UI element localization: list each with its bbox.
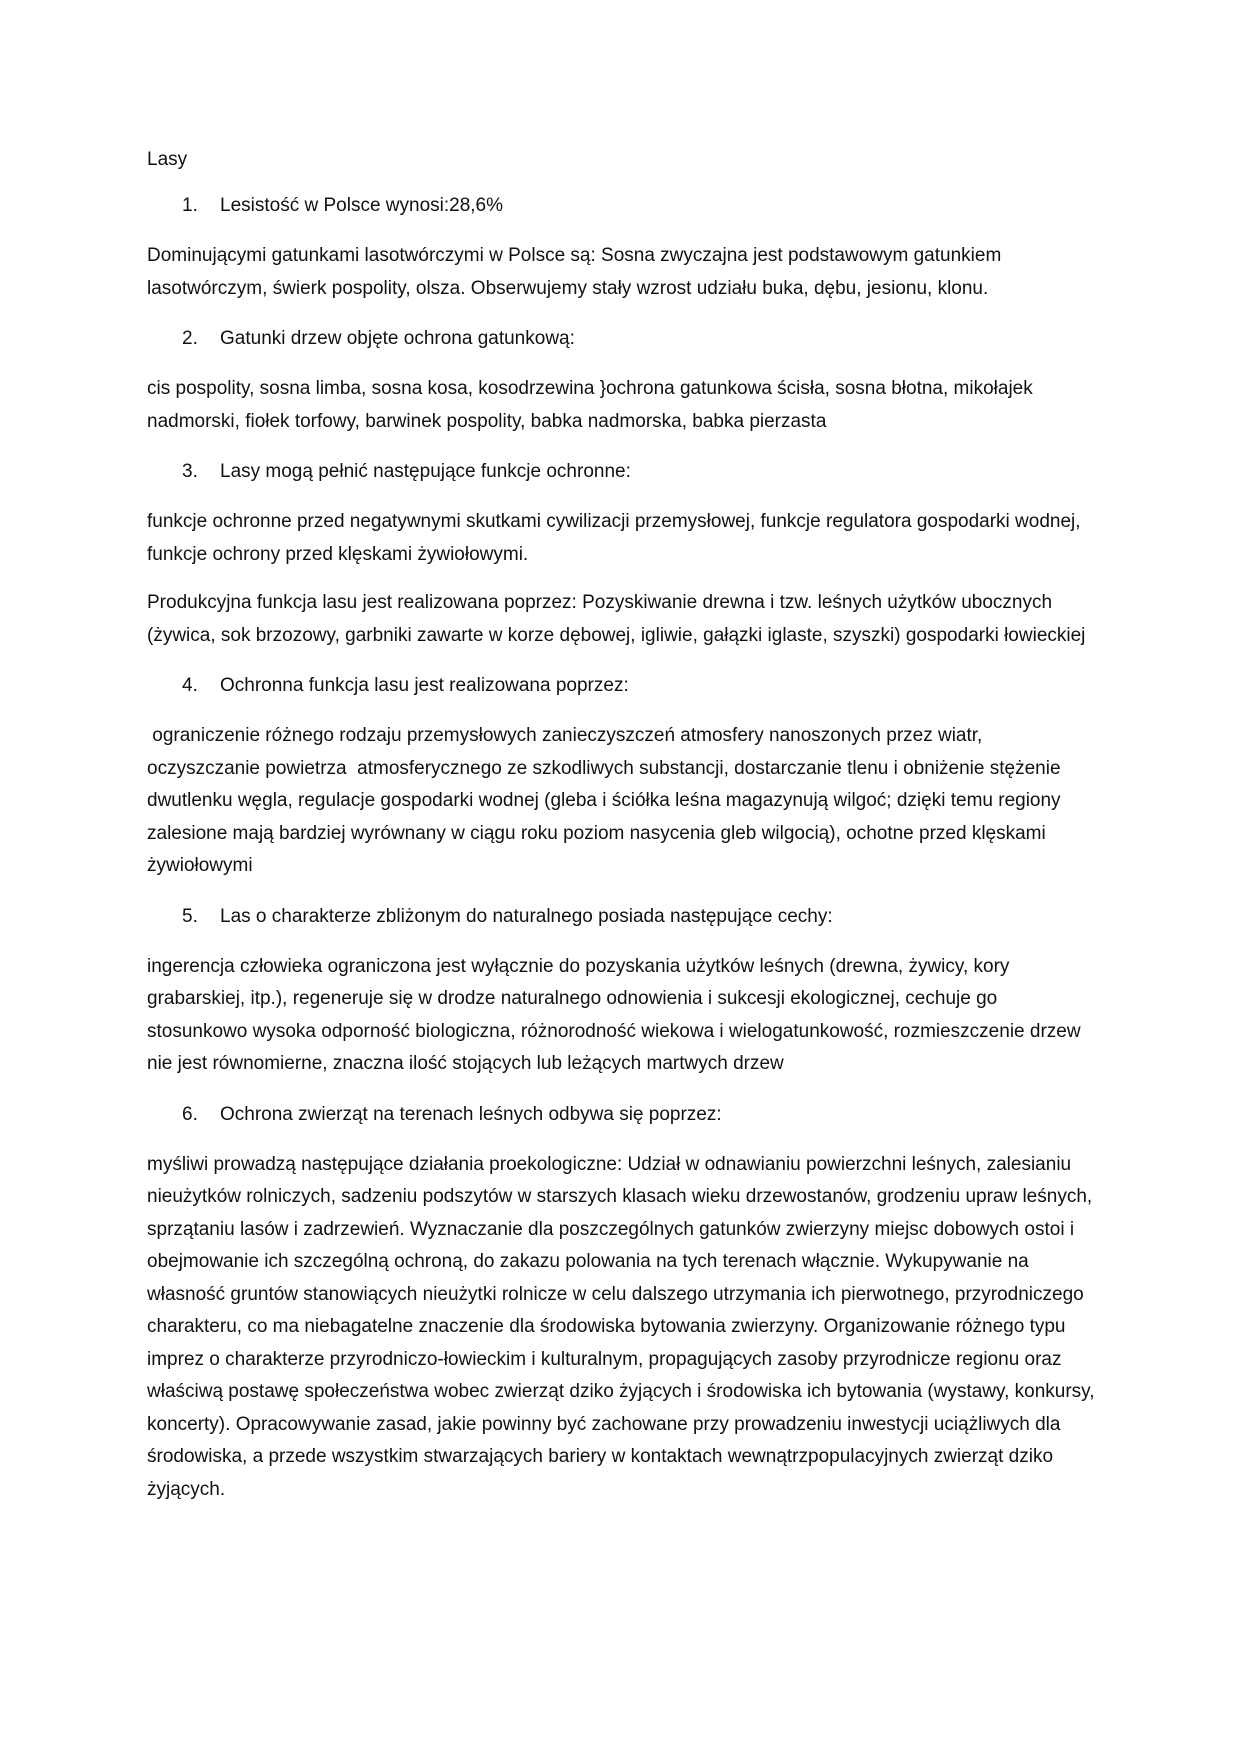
paragraph: myśliwi prowadzą następujące działania proekologiczne: Udział w odnawianiu powierzchni leśnych, zalesianiu nieużytków rolniczych, sadzeniu podszytów w starszych klasach wieku drzewostanów, grodzeniu upraw leśnych, sprzątaniu lasów i zadrzewień. Wyznaczanie dla poszczególnych gatunków zwierzyny miejsc dobowych ostoi i obejmowanie ich szczególną ochroną, do zakazu polowania na tych terenach włącznie. Wykupywanie na własność gruntów stanowiących nieużytki rolnicze w celu dalszego utrzymania ich pierwotnego, przyrodniczego charakteru, co ma niebagatelne znaczenie dla środowiska bytowania zwierzyny. Organizowanie różnego typu imprez o charakterze przyrodniczo-łowieckim i kulturalnym, propagujących zasoby przyrodnicze regionu oraz właściwą postawę społeczeństwa wobec zwierząt dziko żyjących i środowiska ich bytowania (wystawy, konkursy, koncerty). Opracowywanie zasad, jakie powinny być zachowane przy prowadzeniu inwestycji uciążliwych dla środowiska, a przede wszystkim stwarzających bariery w kontaktach wewnątrzpopulacyjnych zwierząt dziko żyjących.: [147, 1153, 1095, 1500]
paragraph: funkcje ochronne przed negatywnymi skutkami cywilizacji przemysłowej, funkcje regulatora gospodarki wodnej, funkcje ochrony przed klęskami żywiołowymi.: [147, 511, 1081, 565]
list-item-1: [147, 190, 1097, 222]
list-number: 1.: [182, 195, 198, 216]
paragraph: Produkcyjna funkcja lasu jest realizowana poprzez: Pozyskiwanie drewna i tzw. leśnych użytków ubocznych (żywica, sok brzozowy, garbniki zawarte w korze dębowej, igliwie, gałązki iglaste, szyszki) gospodarki łowieckiej: [147, 592, 1086, 646]
document-body: [147, 144, 1097, 1524]
paragraph: Dominującymi gatunkami lasotwórczymi w Polsce są: Sosna zwyczajna jest podstawowym gatunkiem lasotwórczym, świerk pospolity, olsza. Obserwujemy stały wzrost udziału buka, dębu, jesionu, klonu.: [147, 245, 1002, 299]
list-heading: Lasy mogą pełnić następujące funkcje ochronne:: [220, 461, 631, 482]
list-item-3: [147, 456, 1097, 488]
document-title: Lasy: [147, 149, 188, 170]
list-number: 4.: [182, 675, 198, 696]
paragraph: ingerencja człowieka ograniczona jest wyłącznie do pozyskania użytków leśnych (drewna, żywicy, kory grabarskiej, itp.), regeneruje się w drodze naturalnego odnowienia i sukcesji ekologicznej, cechuje go stosunkowo wysoka odporność biologiczna, różnorodność wiekowa i wielogatunkowość, rozmieszczenie drzew nie jest równomierne, znaczna ilość stojących lub leżących martwych drzew: [147, 955, 1081, 1074]
list-heading: Lesistość w Polsce wynosi:28,6%: [220, 195, 504, 216]
list-heading: Ochrona zwierząt na terenach leśnych odbywa się poprzez:: [220, 1103, 722, 1125]
list-item-5: [147, 901, 1097, 933]
list-number: 2.: [182, 328, 198, 349]
list-item-2: [147, 323, 1097, 355]
list-item-6: [147, 1099, 1097, 1131]
list-heading: Ochronna funkcja lasu jest realizowana poprzez:: [220, 675, 629, 696]
list-heading: Gatunki drzew objęte ochrona gatunkową:: [220, 328, 575, 349]
list-item-4: [147, 670, 1097, 702]
list-number: 5.: [182, 905, 198, 927]
list-number: 6.: [182, 1103, 198, 1125]
paragraph: cis pospolity, sosna limba, sosna kosa, kosodrzewina }ochrona gatunkowa ścisła, sosna błotna, mikołajek nadmorski, fiołek torfowy, barwinek pospolity, babka nadmorska, babka pierzasta: [147, 378, 1033, 432]
paragraph: ograniczenie różnego rodzaju przemysłowych zanieczyszczeń atmosfery nanoszonych przez wiatr, oczyszczanie powietrza atmosferycznego ze szkodliwych substancji, dostarczanie tlenu i obniżenie stężenie dwutlenku węgla, regulacje gospodarki wodnej (gleba i ściółka leśna magazynują wilgoć; dzięki temu regiony zalesione mają bardziej wyrównany w ciągu roku poziom nasycenia gleb wilgocią), ochotne przed klęskami żywiołowymi: [147, 725, 1066, 876]
list-heading: Las o charakterze zbliżonym do naturalnego posiada następujące cechy:: [220, 905, 833, 927]
list-number: 3.: [182, 461, 198, 482]
